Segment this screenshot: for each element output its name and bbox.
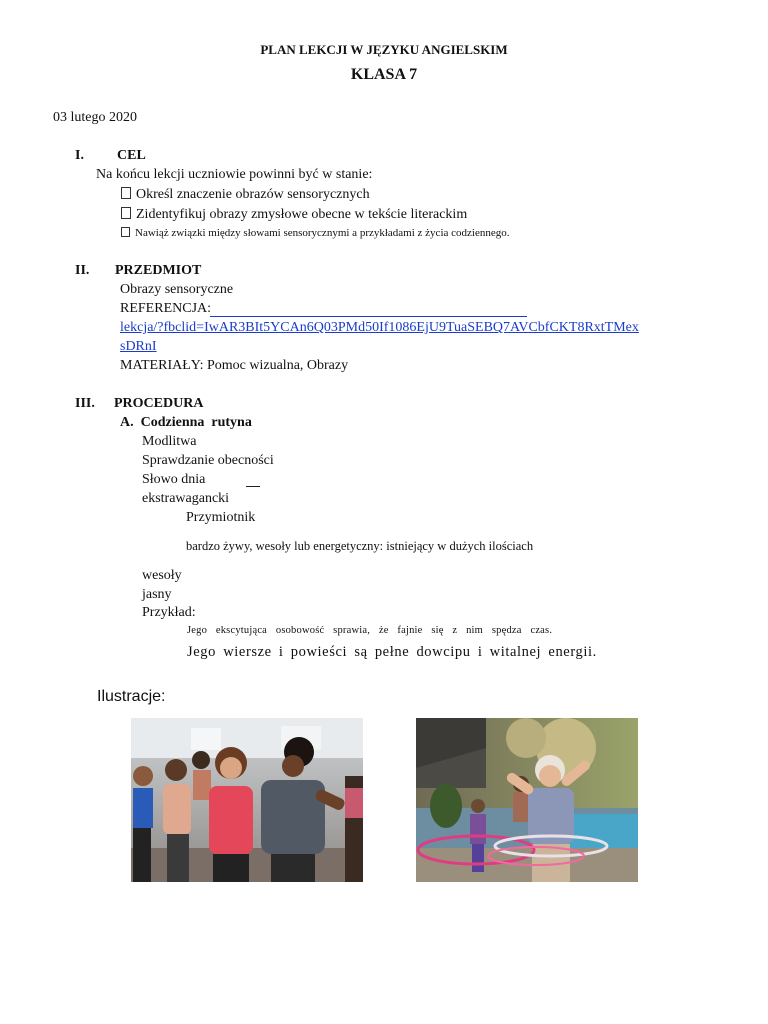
section-1-title: CEL bbox=[117, 148, 146, 163]
checkbox-bullet-icon bbox=[121, 227, 130, 237]
checkbox-bullet-icon bbox=[121, 187, 131, 199]
routine-item: Słowo dnia bbox=[142, 472, 206, 487]
document-title: PLAN LEKCJI W JĘZYKU ANGIELSKIM bbox=[260, 42, 508, 57]
word-definition: bardzo żywy, wesoły lub energetyczny: istniejący w dużych ilościach bbox=[186, 539, 534, 553]
dance-class-photo bbox=[131, 718, 363, 882]
synonym: wesoły bbox=[142, 568, 182, 583]
objective-item: Zidentyfikuj obrazy zmysłowe obecne w tekście literackim bbox=[121, 207, 467, 223]
objective-item: Nawiąż związki między słowami sensorycznymi a przykładami z życia codziennego. bbox=[121, 227, 509, 239]
reference-link-continued[interactable]: sDRnI bbox=[120, 339, 157, 354]
objective-item: Określ znaczenie obrazów sensorycznych bbox=[121, 187, 370, 203]
daily-routine-heading: A. Codzienna rutyna bbox=[120, 415, 252, 430]
class-heading: KLASA 7 bbox=[350, 66, 418, 83]
example-label: Przykład: bbox=[142, 605, 196, 620]
synonym: jasny bbox=[142, 587, 172, 602]
section-3-title: PROCEDURA bbox=[114, 396, 204, 411]
hula-hoop-photo bbox=[416, 718, 638, 882]
section-3-number: III. bbox=[75, 396, 95, 411]
section-2-title: PRZEDMIOT bbox=[115, 263, 202, 278]
lesson-date: 03 lutego 2020 bbox=[53, 110, 137, 125]
section-2-number: II. bbox=[75, 263, 90, 278]
routine-item: Sprawdzanie obecności bbox=[142, 453, 274, 468]
blank-line bbox=[246, 486, 260, 487]
routine-item: Modlitwa bbox=[142, 434, 197, 449]
example-sentence-1: Jego ekscytująca osobowość sprawia, że fajnie się z nim spędza czas. bbox=[187, 625, 553, 636]
materials-text: MATERIAŁY: Pomoc wizualna, Obrazy bbox=[120, 358, 349, 373]
section-1-number: I. bbox=[75, 148, 84, 163]
word-of-the-day: ekstrawagancki bbox=[142, 491, 230, 506]
checkbox-bullet-icon bbox=[121, 207, 131, 219]
reference-label: REFERENCJA: bbox=[120, 301, 212, 316]
objectives-intro: Na końcu lekcji uczniowie powinni być w stanie: bbox=[96, 167, 373, 182]
subject-text: Obrazy sensoryczne bbox=[120, 282, 234, 297]
part-of-speech: Przymiotnik bbox=[186, 510, 256, 525]
reference-link[interactable]: lekcja/?fbclid=IwAR3BIt5YCAn6Q03PMd50If1086EjU9TuaSEBQ7AVCbfCKT8RxtTMex bbox=[120, 320, 639, 335]
reference-link-underline bbox=[210, 316, 527, 317]
example-sentence-2: Jego wiersze i powieści są pełne dowcipu i witalnej energii. bbox=[187, 644, 597, 660]
illustrations-label: Ilustracje: bbox=[97, 688, 166, 705]
